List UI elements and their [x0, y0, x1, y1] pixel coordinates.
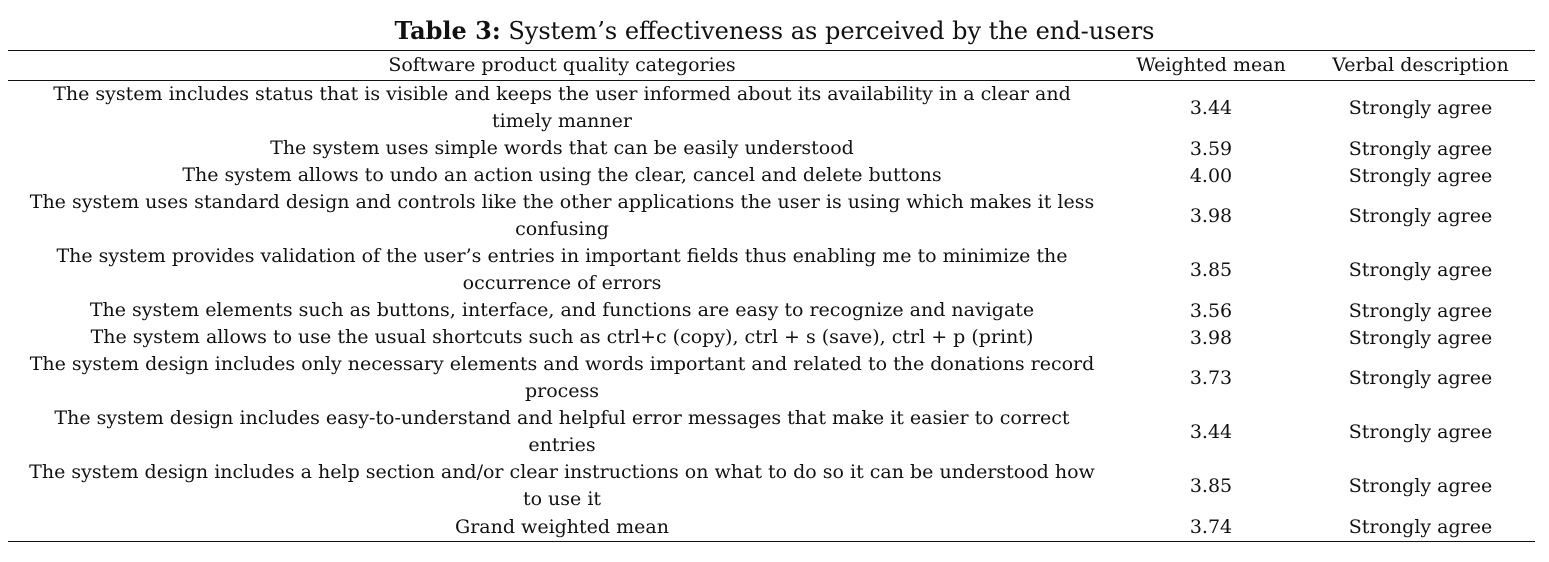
- table-row: [8, 324, 1535, 351]
- table-caption-text: System’s effectiveness as perceived by the end-users: [508, 17, 1155, 45]
- verbal-description-cell: Strongly agree: [1348, 421, 1493, 443]
- category-cell: The system design includes easy-to-understand and helpful error messages that make it easier to correct entries: [54, 407, 1070, 456]
- category-cell: The system includes status that is visible and keeps the user informed about its availability in a clear and timely manner: [53, 83, 1071, 132]
- weighted-mean-cell: 3.98: [1189, 205, 1233, 227]
- table-row: [8, 81, 1535, 136]
- weighted-mean-cell: 3.44: [1189, 421, 1233, 443]
- category-cell: The system design includes only necessary elements and words important and related to the donations record process: [29, 353, 1095, 402]
- effectiveness-table: [8, 50, 1535, 542]
- header-row: [8, 51, 1535, 81]
- header-verbal-description: Verbal description: [1306, 51, 1535, 81]
- header-weighted-mean: Weighted mean: [1116, 51, 1306, 81]
- category-cell: The system design includes a help section and/or clear instructions on what to do so it can be understood how to use it: [29, 461, 1095, 510]
- grand-mean-value: 3.74: [1189, 516, 1233, 538]
- category-cell: The system provides validation of the user’s entries in important fields thus enabling me to minimize the occurrence of errors: [56, 245, 1068, 294]
- verbal-description-cell: Strongly agree: [1348, 259, 1493, 281]
- table-row: [8, 162, 1535, 189]
- weighted-mean-cell: 3.85: [1189, 475, 1233, 497]
- table-row: [8, 405, 1535, 459]
- verbal-description-cell: Strongly agree: [1348, 299, 1493, 322]
- table-row: [8, 351, 1535, 405]
- verbal-description-cell: Strongly agree: [1348, 164, 1493, 187]
- category-cell: The system allows to use the usual shortcuts such as ctrl+c (copy), ctrl + s (save), ctrl + p (print): [90, 326, 1034, 348]
- table-caption-label: Table 3:: [394, 16, 501, 45]
- weighted-mean-cell: 3.73: [1189, 367, 1233, 389]
- category-cell: The system uses simple words that can be easily understood: [270, 137, 854, 159]
- weighted-mean-cell: 3.85: [1189, 259, 1233, 281]
- verbal-description-cell: Strongly agree: [1348, 475, 1493, 497]
- table-caption: [0, 16, 1549, 46]
- weighted-mean-cell: 3.98: [1189, 326, 1233, 349]
- weighted-mean-cell: 3.59: [1189, 137, 1233, 160]
- grand-mean-description: Strongly agree: [1348, 516, 1493, 538]
- grand-mean-label: Grand weighted mean: [455, 515, 669, 538]
- table-row: [8, 135, 1535, 162]
- verbal-description-cell: Strongly agree: [1348, 137, 1493, 160]
- table-row: [8, 459, 1535, 513]
- table-header: [8, 51, 1535, 81]
- weighted-mean-cell: 3.44: [1189, 97, 1233, 119]
- category-cell: The system uses standard design and controls like the other applications the user is using which makes it less confusing: [29, 191, 1095, 240]
- weighted-mean-cell: 3.56: [1189, 299, 1233, 322]
- verbal-description-cell: Strongly agree: [1348, 367, 1493, 389]
- header-categories: Software product quality categories: [8, 51, 1116, 81]
- table-row: [8, 297, 1535, 324]
- table-row: [8, 189, 1535, 243]
- grand-mean-row: [8, 513, 1535, 542]
- table-body: [8, 81, 1535, 542]
- category-cell: The system elements such as buttons, interface, and functions are easy to recognize and navigate: [89, 299, 1035, 321]
- weighted-mean-cell: 4.00: [1189, 164, 1233, 187]
- table-row: [8, 243, 1535, 297]
- verbal-description-cell: Strongly agree: [1348, 97, 1493, 119]
- verbal-description-cell: Strongly agree: [1348, 205, 1493, 227]
- category-cell: The system allows to undo an action using the clear, cancel and delete buttons: [182, 164, 942, 186]
- verbal-description-cell: Strongly agree: [1348, 326, 1493, 349]
